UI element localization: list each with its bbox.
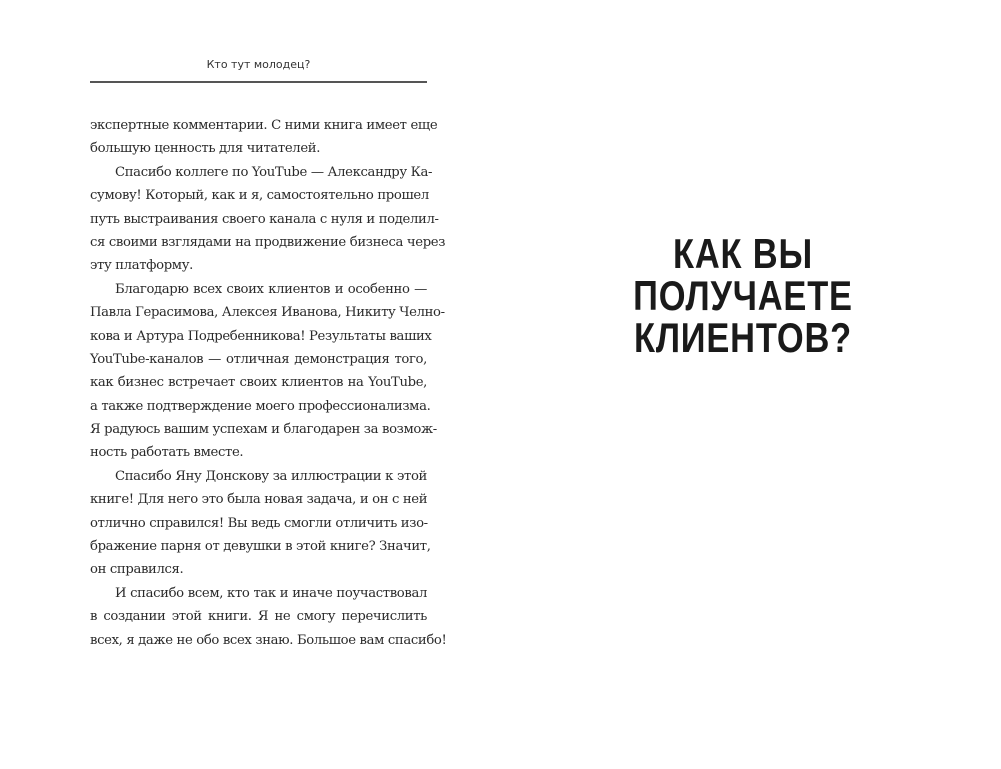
paragraph — [90, 582, 447, 652]
text-line: Спасибо коллеге по YouTube — Александру Ка- — [115, 164, 433, 180]
text-line: ся своими взглядами на продвижение бизнеса через — [90, 234, 446, 250]
text-line: YouTube-каналов — отличная демонстрация того, — [90, 351, 427, 367]
text-line: большую ценность для читателей. — [90, 141, 321, 157]
paragraph — [90, 465, 431, 582]
text-line: а также подтверждение моего профессионализма. — [90, 398, 431, 414]
text-line: книге! Для него это была новая задача, и он с ней — [90, 492, 428, 508]
text-line: ность работать вместе. — [90, 445, 244, 461]
text-line: Я радуюсь вашим успехам и благодарен за возмож- — [90, 422, 437, 438]
heading-line: КЛИЕНТОВ? — [633, 314, 853, 361]
heading-line: КАК ВЫ — [673, 230, 813, 277]
text-line: в создании этой книги. Я не смогу перечислить — [90, 609, 427, 625]
running-head: Кто тут молодец? — [206, 58, 311, 71]
text-line: путь выстраивания своего канала с нуля и поделил- — [90, 211, 439, 227]
text-line: Павла Герасимова, Алексея Иванова, Никиту Челно- — [90, 305, 445, 321]
text-line: эту платформу. — [90, 258, 193, 274]
text-line: отлично справился! Вы ведь смогли отличить изо- — [90, 515, 428, 531]
paragraph — [90, 161, 446, 278]
left-page-body — [90, 114, 447, 652]
text-line: всех, я даже не обо всех знаю. Большое вам спасибо! — [90, 632, 447, 648]
text-line: как бизнес встречает своих клиентов на YouTube, — [90, 375, 427, 391]
text-line: Спасибо Яну Донскову за иллюстрации к этой — [115, 468, 427, 484]
header-rule — [90, 81, 427, 83]
text-line: экспертные комментарии. С ними книга имеет еще — [90, 118, 438, 133]
paragraph — [90, 278, 445, 465]
chapter-heading — [560, 230, 926, 361]
text-line: бражение парня от девушки в этой книге? Значит, — [90, 539, 431, 555]
text-line: сумову! Который, как и я, самостоятельно прошел — [90, 188, 429, 204]
text-line: Благодарю всех своих клиентов и особенно — — [115, 281, 427, 297]
text-line: И спасибо всем, кто так и иначе поучаствовал — [115, 585, 427, 601]
text-line: кова и Артура Подребенникова! Результаты ваших — [90, 328, 432, 344]
heading-line: ПОЛУЧАЕТЕ — [633, 272, 853, 319]
text-line: он справился. — [90, 562, 184, 578]
paragraph — [90, 114, 438, 161]
